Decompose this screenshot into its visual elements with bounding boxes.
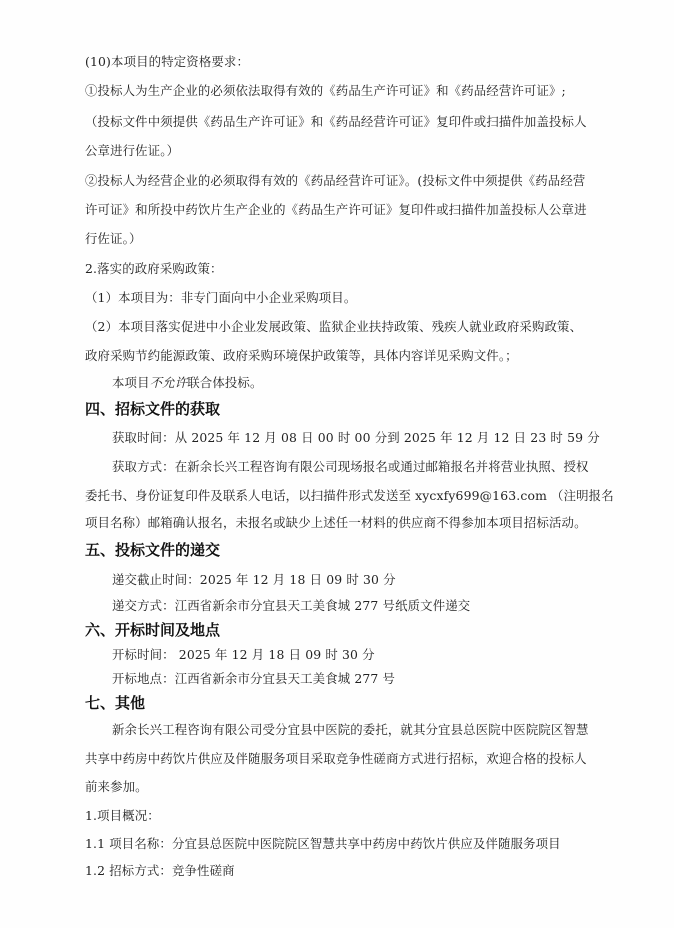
qualification-1-line-3: 公章进行佐证。） [85, 143, 180, 158]
section-5-heading: 五、投标文件的递交 [85, 541, 221, 559]
project-name-item: 1.1 项目名称：分宜县总医院中医院院区智慧共享中药房中药饮片供应及伴随服务项目 [85, 836, 561, 851]
obtain-time: 获取时间：从 2025 年 12 月 08 日 00 时 00 分到 2025 年 12 月 12 日 23 时 59 分 [112, 430, 600, 445]
opening-place: 开标地点：江西省新余市分宜县天工美食城 277 号 [112, 671, 396, 686]
submission-deadline: 递交截止时间：2025 年 12 月 18 日 09 时 30 分 [112, 572, 396, 587]
other-intro-line-1: 新余长兴工程咨询有限公司受分宜县中医院的委托，就其分宜县总医院中医院院区智慧 [112, 722, 589, 737]
qualification-2-line-1: ②投标人为经营企业的必须取得有效的《药品经营许可证》。(投标文件中须提供《药品经营 [85, 173, 586, 188]
policy-item-2-line-1: （2）本项目落实促进中小企业发展政策、监狱企业扶持政策、残疾人就业政府采购政策、 [85, 319, 583, 334]
joint-bid-suffix: 联合体投标。 [187, 375, 263, 390]
joint-bid-not-allowed: 不允许 [149, 375, 188, 390]
qualification-2-line-2: 许可证》和所投中药饮片生产企业的《药品生产许可证》复印件或扫描件加盖投标人公章进 [85, 202, 587, 217]
section-6-heading: 六、开标时间及地点 [85, 621, 221, 639]
opening-time: 开标时间： 2025 年 12 月 18 日 09 时 30 分 [112, 647, 375, 662]
obtain-method-line-3: 项目名称）邮箱确认报名，未报名或缺少上述任一材料的供应商不得参加本项目招标活动。 [85, 515, 587, 530]
qualification-1-line-1: ①投标人为生产企业的必须依法取得有效的《药品生产许可证》和《药品经营许可证》; [85, 83, 566, 98]
section-4-heading: 四、招标文件的获取 [85, 400, 221, 418]
policy-title: 2.落实的政府采购政策： [85, 261, 223, 276]
section-7-heading: 七、其他 [85, 694, 146, 712]
joint-bid-statement [112, 375, 263, 391]
obtain-method-line-1: 获取方式：在新余长兴工程咨询有限公司现场报名或通过邮箱报名并将营业执照、授权 [112, 459, 589, 474]
submission-method: 递交方式：江西省新余市分宜县天工美食城 277 号纸质文件递交 [112, 598, 471, 613]
bidding-method-item: 1.2 招标方式：竞争性磋商 [85, 863, 235, 878]
joint-bid-prefix: 本项目 [112, 375, 150, 390]
policy-item-2-line-2: 政府采购节约能源政策、政府采购环境保护政策等，具体内容详见采购文件。； [85, 348, 518, 363]
obtain-method-line-2: 委托书、身份证复印件及联系人电话，以扫描件形式发送至 xycxfy699@163.com （注明报名 [85, 488, 614, 503]
qualification-2-line-3: 行佐证。） [85, 231, 142, 246]
policy-item-1: （1）本项目为：非专门面向中小企业采购项目。 [85, 290, 357, 305]
qualification-title: (10)本项目的特定资格要求： [85, 54, 249, 69]
other-intro-line-2: 共享中药房中药饮片供应及伴随服务项目采取竞争性磋商方式进行招标，欢迎合格的投标人 [85, 751, 587, 766]
project-overview-title: 1.项目概况： [85, 808, 160, 823]
qualification-1-line-2: （投标文件中须提供《药品生产许可证》和《药品经营许可证》复印件或扫描件加盖投标人 [85, 114, 587, 129]
other-intro-line-3: 前来参加。 [85, 779, 148, 794]
